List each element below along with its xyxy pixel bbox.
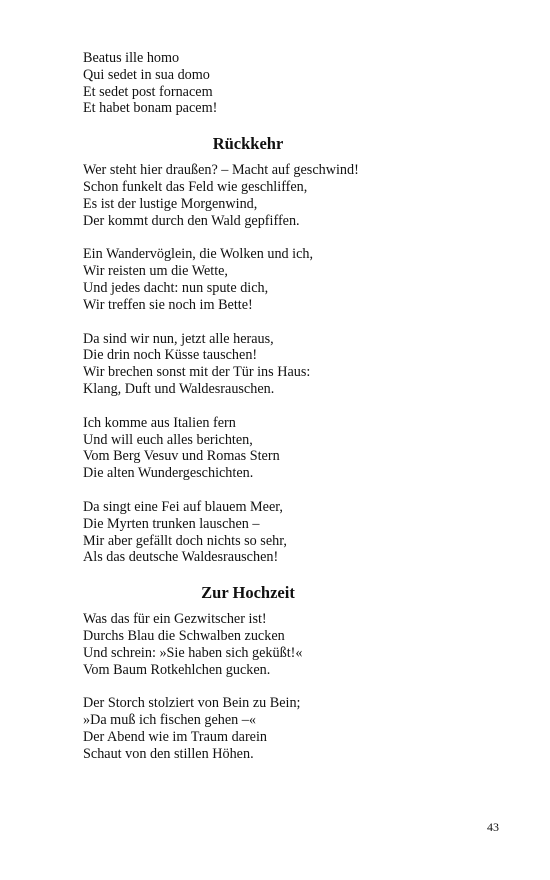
verse-line: Die Myrten trunken lauschen – [83, 515, 260, 532]
verse-line: Da singt eine Fei auf blauem Meer, [83, 498, 283, 515]
poem-page [83, 50, 503, 780]
page-number: 43 [487, 820, 499, 834]
verse-line: Wir reisten um die Wette, [83, 263, 228, 280]
verse-line: Wer steht hier draußen? – Macht auf geschwind! [83, 162, 359, 179]
verse-line: Qui sedet in sua domo [83, 66, 210, 83]
verse-line: Ich komme aus Italien fern [83, 414, 236, 431]
stanza [83, 162, 503, 229]
verse-line: Was das für ein Gezwitscher ist! [83, 611, 267, 628]
verse-line: Da sind wir nun, jetzt alle heraus, [83, 330, 274, 347]
verse-line: Ein Wandervöglein, die Wolken und ich, [83, 246, 314, 263]
verse-line: Schaut von den stillen Höhen. [83, 745, 254, 762]
verse-line: Vom Baum Rotkehlchen gucken. [83, 661, 271, 678]
verse-line: Wir treffen sie noch im Bette! [83, 296, 253, 313]
verse-line: Klang, Duft und Waldesrauschen. [83, 380, 275, 397]
verse-line: »Da muß ich fischen gehen –« [83, 712, 256, 729]
verse-line: Vom Berg Vesuv und Romas Stern [83, 448, 280, 465]
verse-line: Und will euch alles berichten, [83, 431, 253, 448]
verse-line: Die alten Wundergeschichten. [83, 465, 254, 482]
stanza [83, 695, 503, 762]
stanza [83, 499, 503, 566]
verse-line: Der Abend wie im Traum darein [83, 728, 268, 745]
intro-stanza [83, 50, 503, 117]
verse-line: Und schrein: »Sie haben sich geküßt!« [83, 644, 303, 661]
verse-line: Schon funkelt das Feld wie geschliffen, [83, 178, 308, 195]
stanza [83, 331, 503, 398]
verse-line: Als das deutsche Waldesrauschen! [83, 549, 279, 566]
poem-title-rueckkehr: Rückkehr [212, 134, 284, 154]
verse-line: Beatus ille homo [83, 50, 180, 66]
verse-line: Die drin noch Küsse tauschen! [83, 347, 258, 364]
verse-line: Durchs Blau die Schwalben zucken [83, 627, 285, 644]
stanza [83, 246, 503, 313]
verse-line: Der kommt durch den Wald gepfiffen. [83, 212, 300, 229]
stanza [83, 611, 503, 678]
stanza [83, 415, 503, 482]
verse-line: Mir aber gefällt doch nichts so sehr, [83, 532, 287, 549]
verse-line: Der Storch stolziert von Bein zu Bein; [83, 695, 301, 712]
verse-line: Et habet bonam pacem! [83, 100, 218, 117]
verse-line: Es ist der lustige Morgenwind, [83, 195, 258, 212]
verse-line: Et sedet post fornacem [83, 83, 213, 100]
verse-line: Und jedes dacht: nun spute dich, [83, 279, 269, 296]
verse-line: Wir brechen sonst mit der Tür ins Haus: [83, 364, 311, 381]
poem-title-zur-hochzeit: Zur Hochzeit [201, 583, 295, 603]
